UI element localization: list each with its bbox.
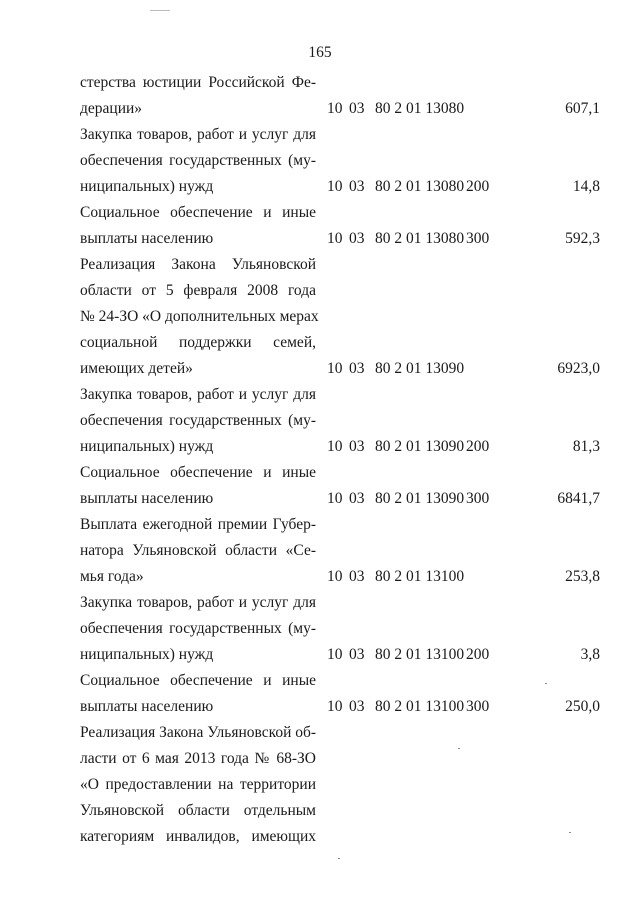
amount-value: 6923,0 — [557, 360, 600, 377]
row-description-line: Реализация Закона Ульяновской об- — [80, 724, 317, 741]
budget-row — [0, 252, 640, 382]
amount-value: 14,8 — [572, 178, 600, 195]
budget-row — [0, 200, 640, 252]
row-description-line: Выплата ежегодной премии Губер- — [80, 516, 316, 533]
section-code: 10 — [327, 360, 343, 377]
row-description-line: стерства юстиции Российской Фе- — [80, 74, 316, 91]
page-number: 165 — [308, 44, 332, 61]
section-code: 10 — [327, 568, 343, 585]
scan-speck — [545, 683, 547, 684]
row-description-line: Закупка товаров, работ и услуг для — [80, 126, 316, 143]
amount-value: 6841,7 — [557, 490, 600, 507]
amount-value: 3,8 — [580, 646, 600, 663]
expense-type-code: 200 — [466, 438, 490, 455]
subsection-code: 03 — [349, 490, 365, 507]
row-description-line: обеспечения государственных (му- — [80, 152, 316, 169]
subsection-code: 03 — [349, 646, 365, 663]
row-description-line: ниципальных) нужд — [80, 178, 214, 195]
budget-row — [0, 668, 640, 720]
subsection-code: 03 — [349, 178, 365, 195]
subsection-code: 03 — [349, 360, 365, 377]
expense-type-code: 200 — [466, 178, 490, 195]
section-code: 10 — [327, 230, 343, 247]
budget-row — [0, 382, 640, 460]
section-code: 10 — [327, 100, 343, 117]
budget-row — [0, 460, 640, 512]
expense-type-code: 300 — [466, 698, 490, 715]
budget-row — [0, 590, 640, 668]
row-description-line: Закупка товаров, работ и услуг для — [80, 594, 316, 611]
subsection-code: 03 — [349, 698, 365, 715]
target-article-code: 80 2 01 13090 — [375, 360, 465, 377]
budget-row — [0, 70, 640, 122]
row-description-line: выплаты населению — [80, 490, 214, 507]
row-description-line: Ульяновской области отдельным — [80, 802, 316, 819]
scan-speck — [458, 748, 460, 749]
budget-row — [0, 122, 640, 200]
row-description-line: Социальное обеспечение и иные — [80, 464, 316, 481]
row-description-line: ласти от 6 мая 2013 года № 68-ЗО — [80, 750, 316, 767]
subsection-code: 03 — [349, 100, 365, 117]
row-description-line: дерации» — [80, 100, 143, 117]
budget-row — [0, 512, 640, 590]
row-description-line: обеспечения государственных (му- — [80, 412, 316, 429]
row-description-line: имеющих детей» — [80, 360, 193, 377]
row-description-line: № 24-ЗО «О дополнительных мерах — [80, 308, 319, 325]
row-description-line: Реализация Закона Ульяновской — [80, 256, 316, 273]
row-description-line: мья года» — [80, 568, 144, 585]
amount-value: 81,3 — [572, 438, 600, 455]
subsection-code: 03 — [349, 568, 365, 585]
target-article-code: 80 2 01 13080 — [375, 230, 465, 247]
expense-type-code: 300 — [466, 490, 490, 507]
row-description-line: Закупка товаров, работ и услуг для — [80, 386, 316, 403]
row-description-line: Социальное обеспечение и иные — [80, 672, 316, 689]
expense-type-code: 300 — [466, 230, 490, 247]
section-code: 10 — [327, 490, 343, 507]
subsection-code: 03 — [349, 438, 365, 455]
target-article-code: 80 2 01 13090 — [375, 438, 465, 455]
row-description-line: категориям инвалидов, имеющих — [80, 828, 316, 845]
target-article-code: 80 2 01 13100 — [375, 646, 465, 663]
target-article-code: 80 2 01 13100 — [375, 698, 465, 715]
section-code: 10 — [327, 646, 343, 663]
row-description-line: ниципальных) нужд — [80, 438, 214, 455]
amount-value: 253,8 — [565, 568, 600, 585]
section-code: 10 — [327, 178, 343, 195]
row-description-line: «О предоставлении на территории — [80, 776, 316, 793]
amount-value: 592,3 — [565, 230, 600, 247]
section-code: 10 — [327, 438, 343, 455]
row-description-line: Социальное обеспечение и иные — [80, 204, 316, 221]
budget-row — [0, 720, 640, 850]
row-description-line: области от 5 февраля 2008 года — [80, 282, 316, 299]
target-article-code: 80 2 01 13100 — [375, 568, 465, 585]
section-code: 10 — [327, 698, 343, 715]
row-description-line: обеспечения государственных (му- — [80, 620, 316, 637]
row-description-line: социальной поддержки семей, — [80, 334, 316, 351]
row-description-line: натора Ульяновской области «Се- — [80, 542, 316, 559]
scan-speck — [338, 858, 340, 859]
target-article-code: 80 2 01 13080 — [375, 100, 465, 117]
row-description-line: выплаты населению — [80, 230, 214, 247]
row-description-line: ниципальных) нужд — [80, 646, 214, 663]
subsection-code: 03 — [349, 230, 365, 247]
amount-value: 607,1 — [565, 100, 600, 117]
row-description-line: выплаты населению — [80, 698, 214, 715]
expense-type-code: 200 — [466, 646, 490, 663]
scan-speck — [569, 832, 571, 833]
target-article-code: 80 2 01 13090 — [375, 490, 465, 507]
target-article-code: 80 2 01 13080 — [375, 178, 465, 195]
scan-speck — [150, 10, 170, 11]
amount-value: 250,0 — [565, 698, 600, 715]
